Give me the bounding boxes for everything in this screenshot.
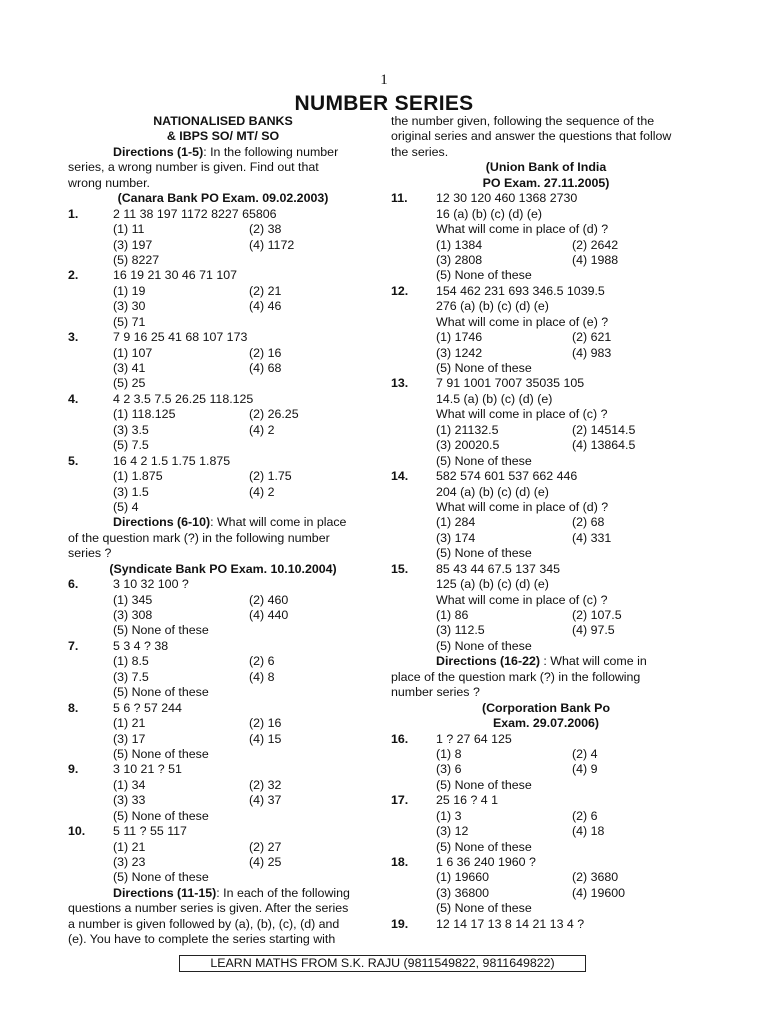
options-row: [68, 840, 378, 855]
directions-text: : In each of the following: [216, 885, 350, 900]
question-series: 5 6 ? 57 244: [113, 700, 182, 715]
question-number: 17.: [391, 793, 409, 808]
option: (2) 621: [572, 330, 612, 345]
footer-banner: LEARN MATHS FROM S.K. RAJU (9811549822, 9811649822): [179, 955, 586, 972]
question-1: [68, 207, 378, 222]
option: (2) 68: [572, 515, 605, 530]
option: (4) 25: [249, 855, 282, 869]
question-number: 13.: [391, 376, 409, 391]
directions-text: the number given, following the sequence of the: [391, 114, 655, 128]
options-row: [391, 253, 701, 268]
question-4: [68, 392, 378, 407]
options-row: [68, 438, 378, 453]
option: (2) 16: [249, 345, 282, 360]
directions-text: of the question mark (?) in the following number: [68, 530, 330, 545]
option: (1) 3: [436, 808, 462, 823]
option: (5) None of these: [436, 453, 532, 468]
options-row: [68, 747, 378, 762]
option: (1) 21: [113, 839, 146, 854]
option: (1) 21132.5: [436, 422, 499, 437]
question-number: 7.: [68, 638, 79, 653]
option: (4) 1172: [249, 237, 295, 252]
options-row: [391, 809, 701, 824]
question-series-line2: [391, 207, 701, 222]
option: (4) 9: [572, 762, 598, 777]
question-number: 14.: [391, 469, 409, 484]
question-number: 16.: [391, 731, 409, 746]
options-row: [68, 593, 378, 608]
question-series: 125 (a) (b) (c) (d) (e): [436, 577, 549, 592]
question-17: [391, 793, 701, 808]
right-column: [391, 114, 701, 932]
options-row: [391, 623, 701, 638]
options-row: [68, 284, 378, 299]
option: (1) 1384: [436, 237, 483, 252]
option: (5) 8227: [113, 252, 160, 267]
exam-source: (Corporation Bank Po: [481, 700, 611, 715]
options-row: [391, 546, 701, 561]
options-row: [68, 376, 378, 391]
options-row: [68, 608, 378, 623]
option: (5) 4: [113, 499, 139, 514]
question-number: 18.: [391, 855, 409, 869]
question-series: 16 19 21 30 46 71 107: [113, 268, 238, 283]
directions-text: place of the question mark (?) in the following: [391, 669, 641, 684]
question-10: [68, 824, 378, 839]
option: (1) 1.875: [113, 469, 163, 484]
question-13: [391, 376, 701, 391]
option: (1) 11: [113, 222, 145, 237]
directions-text: questions a number series is given. After the series: [68, 901, 349, 916]
directions-1-5: [68, 145, 378, 160]
option: (2) 14514.5: [572, 422, 636, 437]
option: (2) 27: [249, 839, 282, 854]
option: (3) 12: [436, 824, 469, 839]
option: (5) None of these: [436, 268, 532, 283]
directions-text: the series.: [391, 144, 449, 159]
question-number: 8.: [68, 700, 79, 715]
option: (3) 6: [436, 762, 462, 777]
option: (5) None of these: [436, 546, 532, 561]
options-row: [68, 623, 378, 638]
exam-source: (Canara Bank PO Exam. 09.02.2003): [117, 191, 329, 206]
options-row: [68, 238, 378, 253]
option: (3) 1242: [436, 345, 483, 360]
option: (2) 6: [249, 654, 275, 669]
options-row: [391, 454, 701, 469]
question-series: 154 462 231 693 346.5 1039.5: [436, 283, 605, 298]
option: (4) 68: [249, 361, 282, 375]
option: (5) None of these: [436, 777, 532, 792]
options-row: [68, 809, 378, 824]
option: (5) 25: [113, 376, 146, 391]
question-number: 12.: [391, 283, 409, 298]
question-11: [391, 191, 701, 206]
section-subheading: & IBPS SO/ MT/ SO: [166, 129, 280, 144]
options-row: [68, 469, 378, 484]
option: (5) None of these: [113, 623, 209, 638]
question-6: [68, 577, 378, 592]
option: (1) 345: [113, 592, 153, 607]
option: (5) None of these: [113, 746, 209, 761]
question-series: 582 574 601 537 662 446: [436, 469, 578, 484]
question-series: 1 ? 27 64 125: [436, 731, 512, 746]
exam-source: (Syndicate Bank PO Exam. 10.10.2004): [109, 561, 337, 576]
option: (5) None of these: [113, 685, 209, 700]
options-row: [68, 654, 378, 669]
options-row: [391, 886, 701, 901]
question-9: [68, 762, 378, 777]
options-row: [391, 901, 701, 916]
question-text: What will come in place of (d) ?: [436, 222, 609, 237]
options-row: [391, 346, 701, 361]
option: (4) 46: [249, 299, 282, 314]
options-row: [68, 299, 378, 314]
question-14: [391, 469, 701, 484]
option: (3) 33: [113, 793, 146, 808]
question-series-line2: [391, 577, 701, 592]
options-row: [68, 685, 378, 700]
option: (1) 86: [436, 608, 469, 622]
options-row: [68, 423, 378, 438]
options-row: [68, 870, 378, 885]
question-series: 3 10 32 100 ?: [113, 577, 189, 592]
question-series-line2: [391, 485, 701, 500]
option: (4) 19600: [572, 885, 626, 900]
option: (4) 983: [572, 345, 612, 360]
question-12: [391, 284, 701, 299]
option: (5) None of these: [113, 808, 209, 823]
option: (1) 1746: [436, 330, 483, 345]
options-row: [68, 253, 378, 268]
question-ask: [391, 315, 701, 330]
directions-text: : What will come in: [539, 654, 647, 669]
question-text: What will come in place of (d) ?: [436, 499, 609, 514]
question-19: [391, 917, 701, 932]
question-15: [391, 562, 701, 577]
option: (4) 1988: [572, 252, 619, 267]
option: (5) None of these: [436, 361, 532, 375]
option: (5) None of these: [436, 638, 532, 653]
question-ask: [391, 593, 701, 608]
left-column: [68, 114, 378, 948]
directions-text: number series ?: [391, 685, 480, 700]
page-number: 1: [380, 72, 388, 88]
option: (1) 107: [113, 345, 153, 360]
option: (1) 118.125: [113, 407, 176, 422]
option: (4) 97.5: [572, 623, 615, 638]
option: (5) None of these: [113, 870, 209, 885]
question-series: 7 9 16 25 41 68 107 173: [113, 330, 248, 345]
question-series-line2: [391, 299, 701, 314]
options-row: [391, 361, 701, 376]
question-series: 204 (a) (b) (c) (d) (e): [436, 484, 549, 499]
question-series: 5 3 4 ? 38: [113, 638, 169, 653]
question-number: 2.: [68, 268, 79, 283]
question-number: 10.: [68, 824, 86, 839]
options-row: [391, 515, 701, 530]
question-series: 276 (a) (b) (c) (d) (e): [436, 299, 549, 314]
question-text: What will come in place of (e) ?: [436, 314, 609, 329]
options-row: [391, 268, 701, 283]
directions-text: : In the following number: [203, 144, 339, 159]
option: (1) 8.5: [113, 654, 149, 669]
options-row: [68, 222, 378, 237]
question-3: [68, 330, 378, 345]
options-row: [391, 238, 701, 253]
options-row: [391, 824, 701, 839]
option: (3) 17: [113, 731, 146, 746]
option: (3) 23: [113, 855, 146, 869]
options-row: [68, 315, 378, 330]
directions-text: series, a wrong number is given. Find out that: [68, 160, 319, 175]
directions-label: Directions (16-22): [436, 654, 540, 669]
option: (2) 6: [572, 808, 598, 823]
option: (3) 20020.5: [436, 438, 500, 453]
options-row: [68, 670, 378, 685]
question-series: 12 14 17 13 8 14 21 13 4 ?: [436, 916, 585, 931]
question-7: [68, 639, 378, 654]
question-8: [68, 701, 378, 716]
option: (1) 8: [436, 746, 462, 761]
question-number: 15.: [391, 561, 409, 576]
options-row: [68, 716, 378, 731]
option: (4) 2: [249, 484, 275, 499]
question-series: 5 11 ? 55 117: [113, 824, 187, 839]
option: (2) 32: [249, 777, 282, 792]
options-row: [391, 639, 701, 654]
options-row: [391, 762, 701, 777]
options-row: [391, 870, 701, 885]
option: (2) 38: [249, 222, 282, 237]
option: (2) 4: [572, 746, 598, 761]
options-row: [68, 407, 378, 422]
option: (3) 308: [113, 608, 153, 622]
directions-text: wrong number.: [68, 175, 150, 190]
option: (4) 8: [249, 669, 275, 684]
options-row: [68, 500, 378, 515]
question-number: 9.: [68, 762, 79, 777]
options-row: [68, 778, 378, 793]
option: (2) 2642: [572, 237, 619, 252]
option: (1) 21: [113, 716, 146, 731]
question-number: 11.: [391, 191, 408, 206]
directions-6-10: [68, 515, 378, 530]
question-2: [68, 268, 378, 283]
option: (2) 21: [249, 283, 282, 298]
question-number: 1.: [68, 206, 79, 221]
option: (3) 2808: [436, 252, 483, 267]
question-series: 25 16 ? 4 1: [436, 793, 499, 808]
option: (5) None of these: [436, 839, 532, 854]
question-16: [391, 732, 701, 747]
question-text: What will come in place of (c) ?: [436, 407, 608, 422]
options-row: [68, 346, 378, 361]
options-row: [68, 732, 378, 747]
options-row: [391, 778, 701, 793]
option: (5) 71: [113, 314, 146, 329]
directions-text: : What will come in place: [210, 515, 347, 530]
directions-text: (e). You have to complete the series starting with: [68, 932, 336, 947]
question-series: 1 6 36 240 1960 ?: [436, 855, 536, 869]
options-row: [391, 423, 701, 438]
options-row: [68, 361, 378, 376]
question-series: 7 91 1001 7007 35035 105: [436, 376, 585, 391]
exam-source: Exam. 29.07.2006): [492, 716, 600, 731]
options-row: [391, 608, 701, 623]
option: (4) 15: [249, 731, 282, 746]
option: (3) 7.5: [113, 669, 149, 684]
question-series: 12 30 120 460 1368 2730: [436, 191, 578, 206]
option: (2) 26.25: [249, 407, 299, 422]
section-heading: NATIONALISED BANKS: [153, 114, 293, 128]
directions-text: a number is given followed by (a), (b), (c), (d) and: [68, 916, 340, 931]
question-number: 5.: [68, 453, 79, 468]
question-18: [391, 855, 701, 870]
option: (3) 1.5: [113, 484, 149, 499]
options-row: [68, 793, 378, 808]
exam-source: PO Exam. 27.11.2005): [482, 175, 610, 190]
question-number: 19.: [391, 916, 409, 931]
options-row: [68, 485, 378, 500]
options-row: [391, 330, 701, 345]
question-series: 16 (a) (b) (c) (d) (e): [436, 206, 543, 221]
option: (1) 19660: [436, 870, 490, 885]
option: (3) 30: [113, 299, 146, 314]
options-row: [391, 438, 701, 453]
option: (5) None of these: [436, 901, 532, 916]
option: (3) 3.5: [113, 422, 149, 437]
option: (4) 440: [249, 608, 289, 622]
question-number: 6.: [68, 577, 79, 592]
option: (1) 34: [113, 777, 146, 792]
option: (3) 112.5: [436, 623, 485, 638]
option: (1) 284: [436, 515, 476, 530]
question-ask: [391, 500, 701, 515]
directions-11-15: [68, 886, 378, 901]
directions-label: Directions (1-5): [113, 144, 204, 159]
option: (2) 1.75: [249, 469, 292, 484]
option: (1) 19: [113, 283, 146, 298]
question-series: 4 2 3.5 7.5 26.25 118.125: [113, 391, 254, 406]
option: (3) 174: [436, 530, 476, 545]
question-series-line2: [391, 392, 701, 407]
question-5: [68, 454, 378, 469]
question-ask: [391, 407, 701, 422]
option: (3) 36800: [436, 885, 490, 900]
question-series: 85 43 44 67.5 137 345: [436, 561, 561, 576]
directions-text: series ?: [68, 546, 112, 561]
exam-source: (Union Bank of India: [485, 160, 607, 175]
question-series: 2 11 38 197 1172 8227 65806: [113, 206, 277, 221]
option: (4) 331: [572, 530, 612, 545]
page-title: NUMBER SERIES: [294, 92, 474, 115]
question-number: 4.: [68, 391, 79, 406]
options-row: [391, 747, 701, 762]
options-row: [391, 840, 701, 855]
question-series: 3 10 21 ? 51: [113, 762, 182, 777]
question-series: 14.5 (a) (b) (c) (d) (e): [436, 391, 553, 406]
option: (4) 18: [572, 824, 605, 839]
option: (4) 2: [249, 422, 275, 437]
option: (2) 16: [249, 716, 282, 731]
question-number: 3.: [68, 330, 79, 345]
directions-label: Directions (11-15): [113, 885, 217, 900]
directions-text: original series and answer the questions that follow: [391, 129, 672, 144]
question-ask: [391, 222, 701, 237]
options-row: [68, 855, 378, 870]
option: (3) 197: [113, 237, 153, 252]
question-series: 16 4 2 1.5 1.75 1.875: [113, 453, 231, 468]
option: (2) 460: [249, 592, 289, 607]
option: (5) 7.5: [113, 438, 149, 453]
option: (2) 107.5: [572, 608, 622, 622]
option: (4) 13864.5: [572, 438, 636, 453]
question-text: What will come in place of (c) ?: [436, 592, 608, 607]
options-row: [391, 531, 701, 546]
directions-label: Directions (6-10): [113, 515, 211, 530]
option: (4) 37: [249, 793, 282, 808]
option: (2) 3680: [572, 870, 619, 885]
option: (3) 41: [113, 361, 146, 375]
directions-16-22: [391, 654, 701, 669]
